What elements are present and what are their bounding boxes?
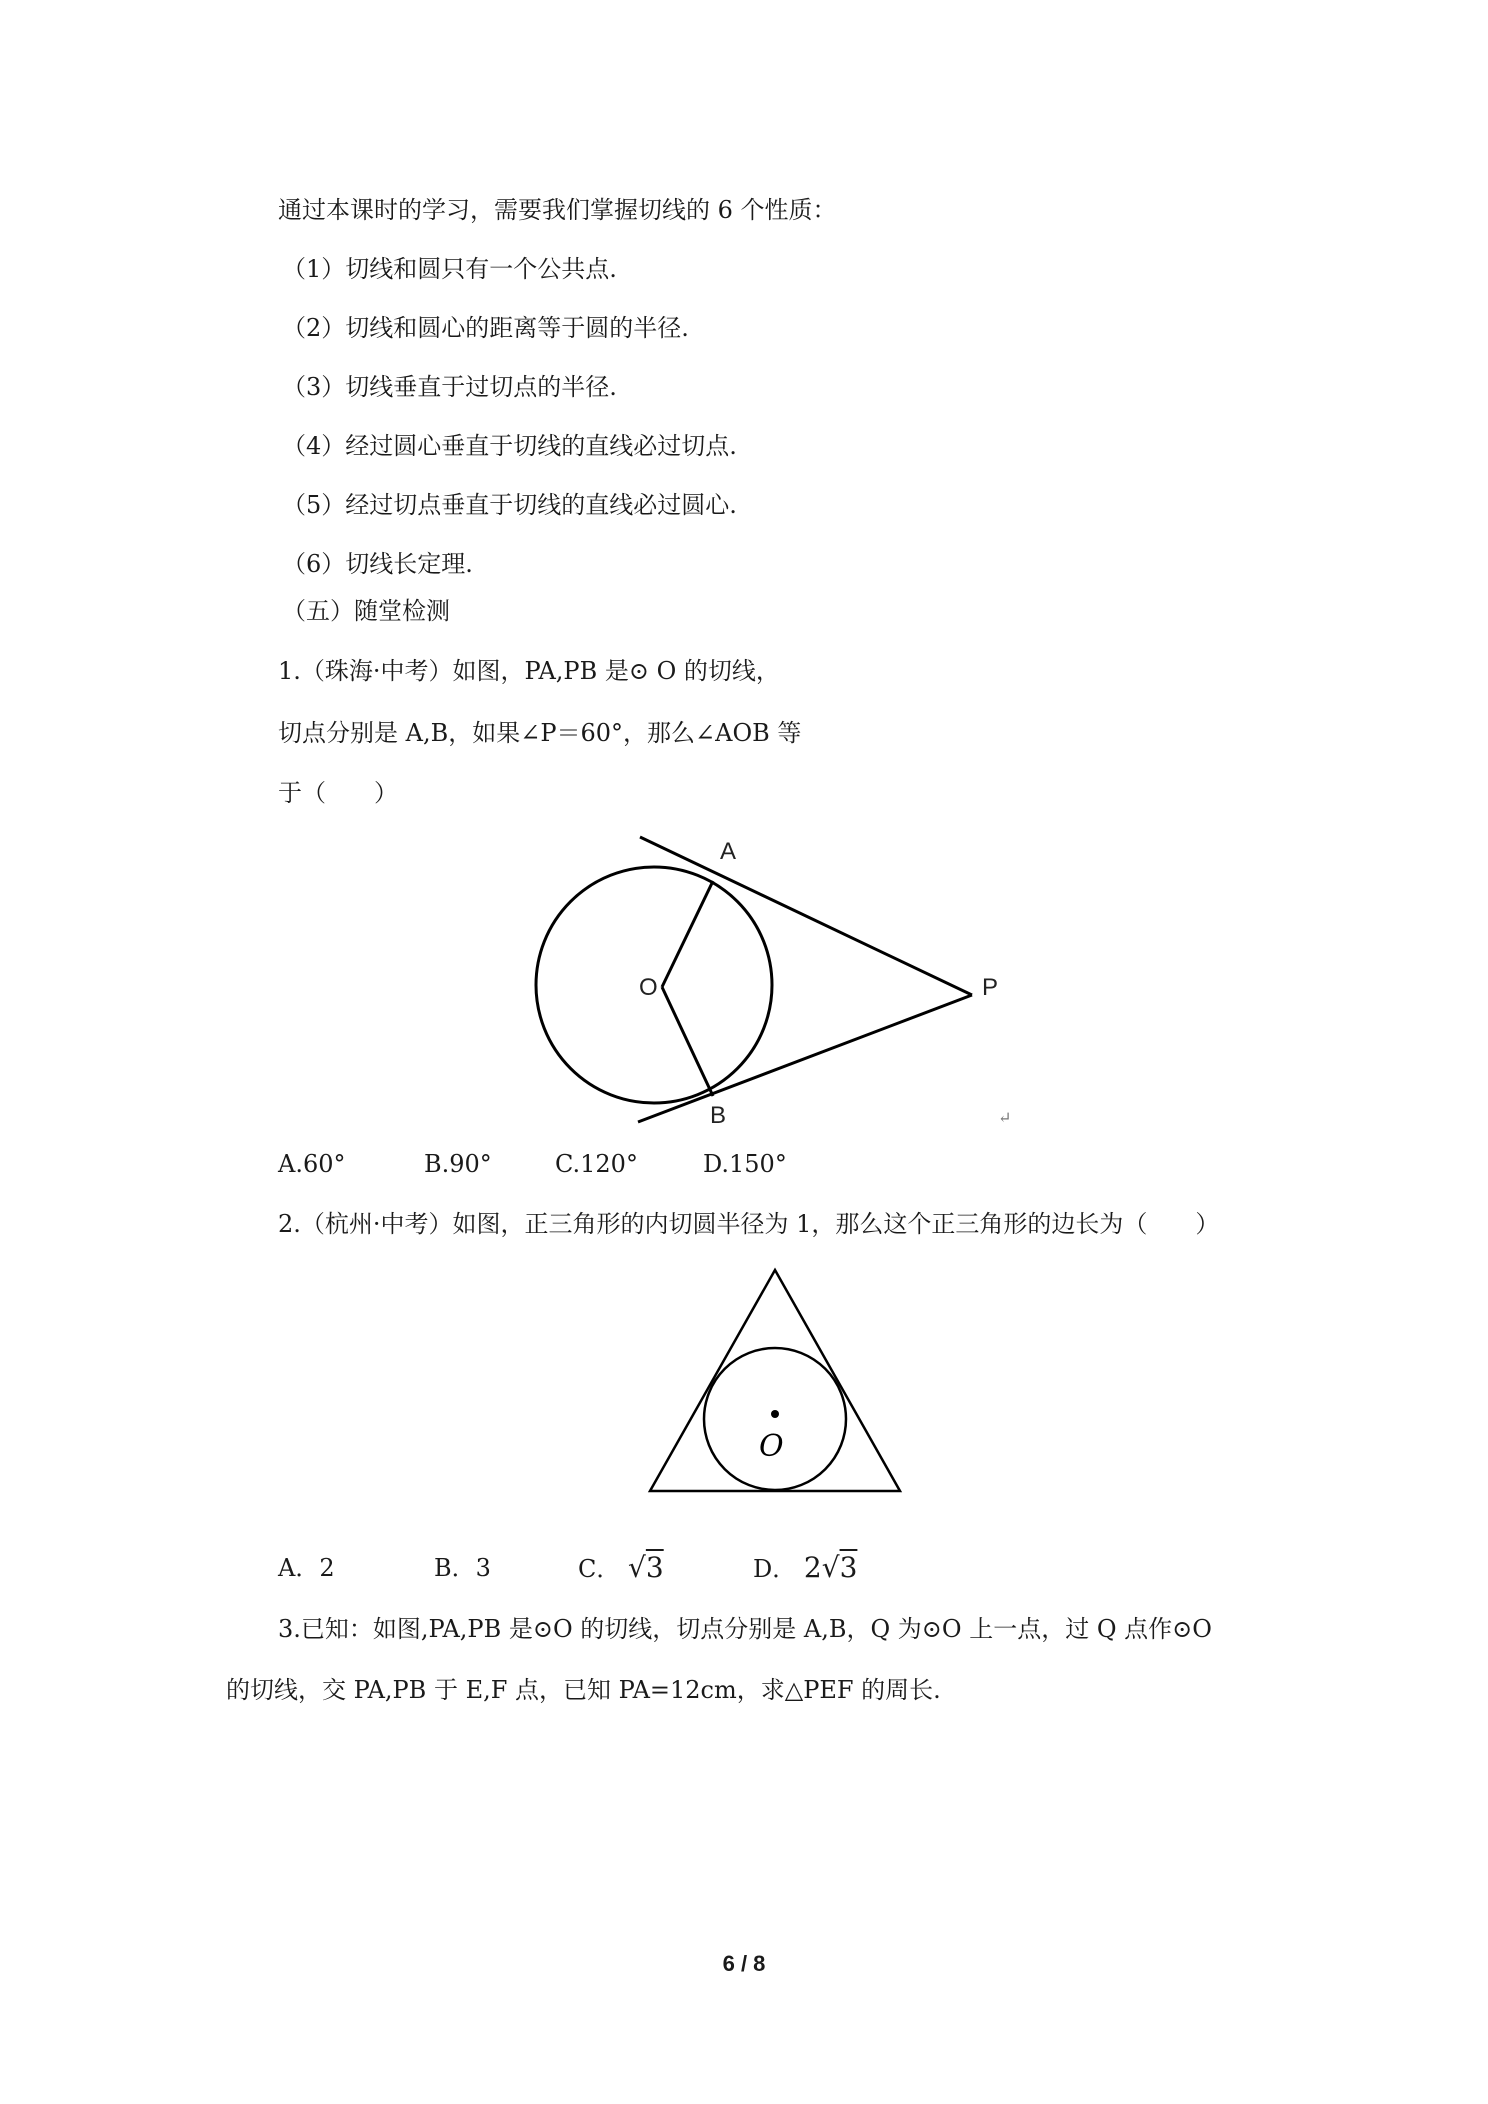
q2-text: 2.（杭州·中考）如图，正三角形的内切圆半径为 1，那么这个正三角形的边长为（ ） [278,1210,1220,1238]
label-a: A [720,838,737,865]
center-point [771,1410,779,1418]
q2-option-d-coef: 2 [803,1551,822,1584]
q1-line-1: 1.（珠海·中考）如图，PA,PB 是⊙ O 的切线， [278,657,780,685]
property-5: （5）经过切点垂直于切线的直线必过圆心. [282,491,737,519]
q1-option-d: D.150° [703,1150,787,1178]
section-title: （五）随堂检测 [282,597,450,625]
summary-intro: 通过本课时的学习，需要我们掌握切线的 6 个性质： [278,196,837,224]
q2-incircle-figure [640,1265,910,1503]
q1-line-3: 于（ ） [278,779,398,807]
q2-option-d-radicand: 3 [839,1551,858,1584]
label-o-center: O [759,1429,784,1464]
q2-option-a-letter: A． [278,1554,320,1582]
q2-option-c [578,1553,664,1584]
property-6: （6）切线长定理. [282,550,473,578]
q2-option-a-value: 2 [319,1554,335,1582]
q2-option-b [434,1553,491,1583]
q1-line-2: 切点分别是 A,B，如果∠P＝60°，那么∠AOB 等 [278,719,802,747]
q1-tangent-figure [520,825,1040,1130]
q3-line-1: 3.已知：如图,PA,PB 是⊙O 的切线，切点分别是 A,B，Q 为⊙O 上一点，过 Q 点作⊙O [278,1615,1212,1643]
q2-option-b-letter: B． [434,1554,476,1582]
label-o: O [639,974,658,1001]
incircle [704,1348,846,1490]
label-b: B [710,1102,727,1129]
q2-option-d [753,1553,857,1584]
property-1: （1）切线和圆只有一个公共点. [282,255,617,283]
q1-option-c: C.120° [555,1150,638,1178]
property-2: （2）切线和圆心的距离等于圆的半径. [282,314,689,342]
q3-line-2: 的切线，交 PA,PB 于 E,F 点，已知 PA=12cm，求△PEF 的周长. [226,1676,941,1704]
q2-option-c-sqrt: √3 [628,1551,664,1584]
label-p: P [982,974,999,1001]
radius-oa [662,881,713,987]
q2-option-d-sqrt: 2√3 [803,1551,858,1584]
radius-ob [662,987,713,1096]
q2-option-a [278,1553,335,1583]
property-4: （4）经过圆心垂直于切线的直线必过切点. [282,432,737,460]
q1-option-a: A.60° [278,1150,346,1178]
q2-option-c-radicand: 3 [645,1551,664,1584]
q1-option-b: B.90° [424,1150,492,1178]
tangent-pb [638,995,972,1122]
q2-option-c-letter: C． [578,1555,621,1583]
tangent-pa [640,837,972,995]
page-number: 6 / 8 [722,1951,766,1976]
q2-option-d-letter: D． [753,1555,797,1583]
property-3: （3）切线垂直于过切点的半径. [282,373,617,401]
paragraph-mark: ↵ [998,1108,1012,1127]
q2-option-b-value: 3 [475,1554,491,1582]
